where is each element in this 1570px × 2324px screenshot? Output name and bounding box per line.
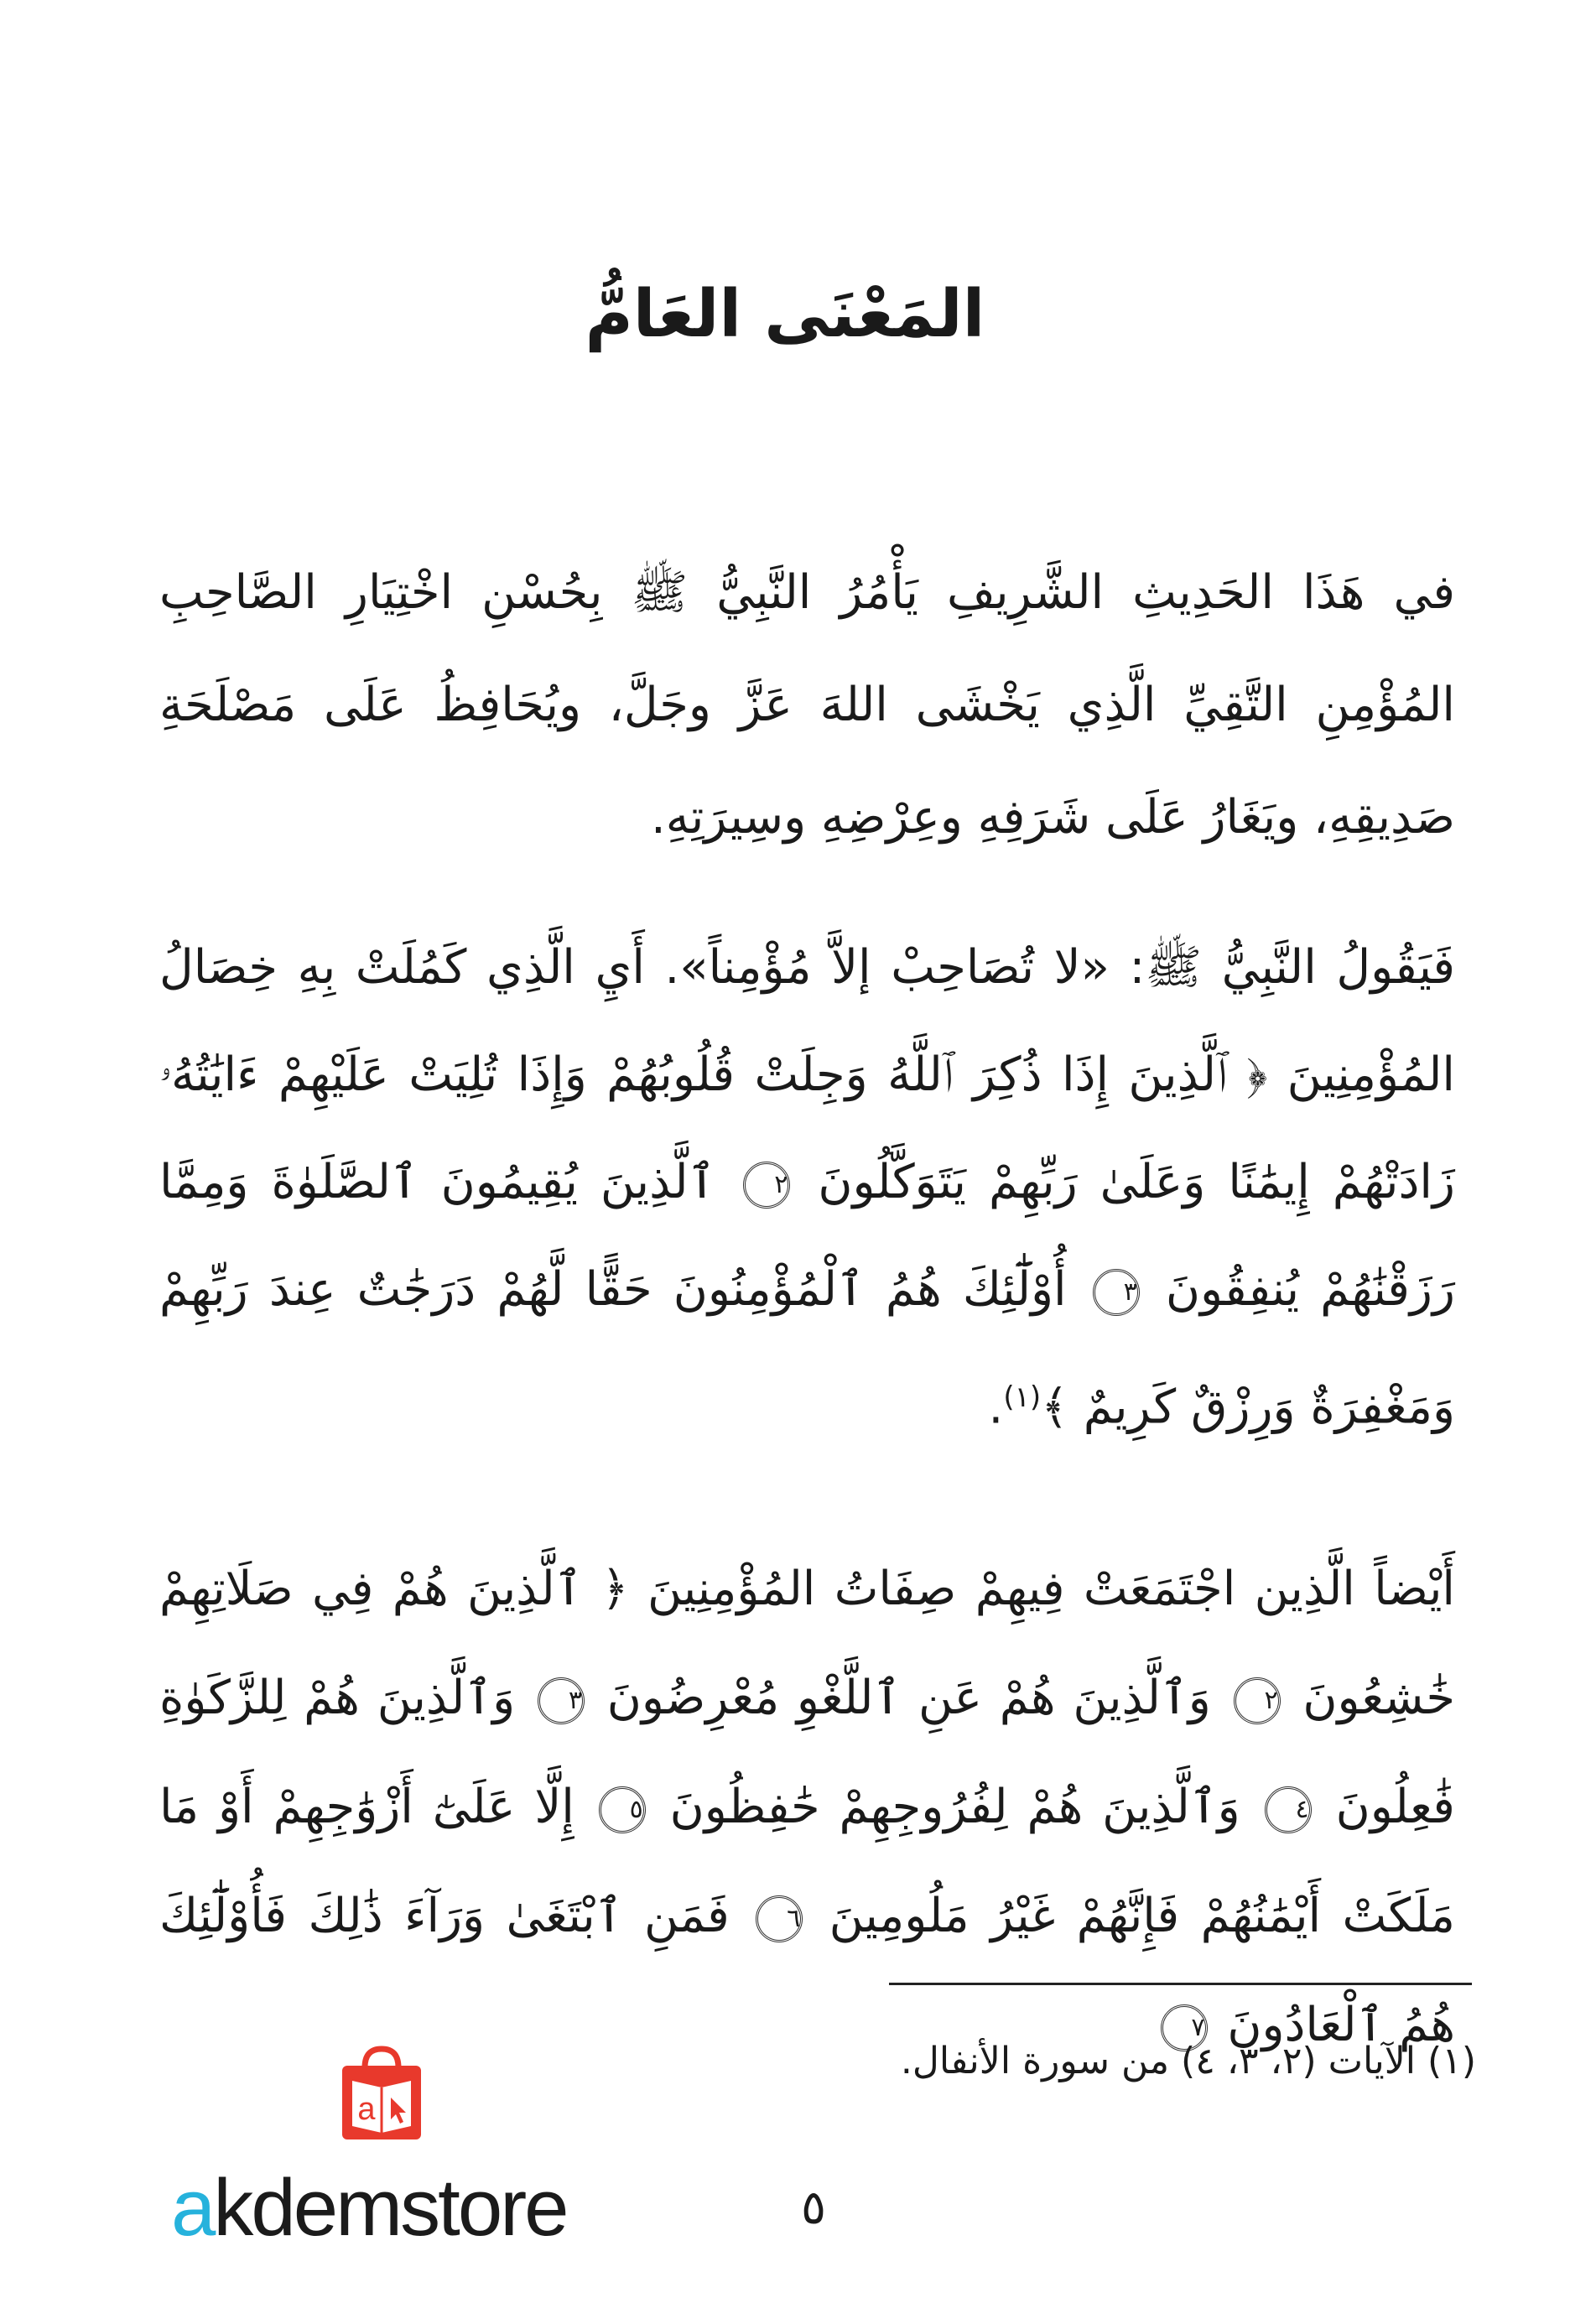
paragraph-2-intro: فَيَقُولُ النَّبِيُّ ﷺ: «لا تُصَاحِبْ إلاَّ مُؤْمِناً». أَيِ الَّذِي كَمُلَتْ بِهِ خِصَالُ المُؤْمِنِينَ [159, 940, 1455, 1102]
footnote-divider [889, 1983, 1472, 1985]
verse-text: وَٱلَّذِينَ هُمْ لِلزَّكَوٰةِ فَٰعِلُونَ [159, 1671, 1455, 1834]
ayah-number-5: ٥ [599, 1786, 646, 1833]
ayah-number-2: ٢ [743, 1162, 790, 1209]
paragraph-3 [159, 1535, 1455, 2080]
verse-close-mark: ﴾ [1041, 1380, 1068, 1435]
verse-open-mark: ﴿ [600, 1562, 629, 1616]
verse-text: ٱلَّذِينَ إِذَا ذُكِرَ ٱللَّهُ وَجِلَتْ قُلُوبُهُمْ وَإِذَا تُلِيَتْ عَلَيْهِمْ ءَايَٰتُهُۥ زَادَتْهُمْ إِيمَٰنًا وَعَلَىٰ رَبِّهِمْ يَتَوَكَّلُونَ [159, 1048, 1455, 1209]
logo-icon-letter: a [357, 2092, 376, 2127]
footnote: (١) الآيات (٢، ٣، ٤) من سورة الأنفال. [900, 2040, 1476, 2082]
paragraph-1: في هَذَا الحَدِيثِ الشَّرِيفِ يَأْمُرُ النَّبِيُّ ﷺ بِحُسْنِ اخْتِيَارِ الصَّاحِبِ المُؤْمِنِ التَّقِيِّ الَّذِي يَخْشَى اللهَ عَزَّ وجَلَّ، ويُحَافِظُ عَلَى مَصْلَحَةِ صَدِيقِهِ، ويَغَارُ عَلَى شَرَفِهِ وعِرْضِهِ وسِيرَتِهِ. [159, 565, 1455, 845]
logo-text-rest: kdemstore [213, 2163, 567, 2253]
store-logo-text [171, 2163, 567, 2253]
verse-text: أُوْلَٰٓئِكَ هُمُ ٱلْمُؤْمِنُونَ حَقًّا لَّهُمْ دَرَجَٰتٌ عِندَ رَبِّهِمْ وَمَغْفِرَةٌ وَرِزْقٌ كَرِيمٌ [159, 1262, 1455, 1435]
ayah-number-4: ٤ [1265, 1786, 1312, 1833]
verse-open-mark: ﴿ [1246, 1048, 1268, 1102]
paragraph-2: فَيَقُولُ النَّبِيُّ ﷺ: «لا تُصَاحِبْ إلاَّ مُؤْمِناً». أَيِ الَّذِي كَمُلَتْ بِهِ خِصَالُ المُؤْمِنِينَ ﴿ ٱلَّذِينَ إِذَا ذُكِرَ ٱللَّهُ وَجِلَتْ قُلُوبُهُمْ وَإِذَا تُلِيَتْ عَلَيْهِمْ ءَايَٰتُهُۥ زَادَتْهُمْ إِيمَٰنًا وَعَلَىٰ رَبِّهِمْ يَتَوَكَّلُونَ ٢ ٱلَّذِينَ يُقِيمُونَ ٱلصَّلَوٰةَ وَمِمَّا رَزَقْنَٰهُمْ يُنفِقُونَ ٣ أُوْلَٰٓئِكَ هُمُ ٱلْمُؤْمِنُونَ حَقًّا لَّهُمْ دَرَجَٰتٌ عِندَ رَبِّهِمْ وَمَغْفِرَةٌ وَرِزْقٌ كَرِيمٌ ﴾$^{(١)}$. [159, 940, 1455, 1435]
verse-text: ٱلَّذِينَ يُقِيمُونَ ٱلصَّلَوٰةَ وَمِمَّا رَزَقْنَٰهُمْ يُنفِقُونَ [159, 1155, 1455, 1317]
page-number: ٥ [800, 2181, 827, 2235]
shopping-bag-book-icon [335, 2042, 428, 2143]
verse-text: إِلَّا عَلَىٰٓ أَزْوَٰجِهِمْ أَوْ مَا مَلَكَتْ أَيْمَٰنُهُمْ فَإِنَّهُمْ غَيْرُ مَلُومِينَ [159, 1780, 1455, 1943]
verse-text: وَٱلَّذِينَ هُمْ عَنِ ٱللَّغْوِ مُعْرِضُونَ [606, 1671, 1211, 1725]
verse-text: ٱلَّذِينَ هُمْ فِي صَلَاتِهِمْ خَٰشِعُونَ [159, 1562, 1455, 1725]
verse-text: وَٱلَّذِينَ هُمْ لِفُرُوجِهِمْ حَٰفِظُونَ [669, 1780, 1240, 1834]
footnote-reference: (١) [1003, 1380, 1042, 1414]
ayah-number-2: ٢ [1234, 1677, 1281, 1724]
verse-text: فَمَنِ ٱبْتَغَىٰ وَرَآءَ ذَٰلِكَ فَأُوْلَٰٓئِكَ هُمُ ٱلْعَادُونَ [159, 1889, 1455, 2052]
ayah-number-7: ٧ [1161, 2004, 1208, 2051]
ayah-number-3: ٣ [1093, 1269, 1140, 1316]
ayah-number-3: ٣ [538, 1677, 585, 1724]
logo-letter-a: a [171, 2163, 214, 2253]
paragraph-3-intro: أَيْضاً الَّذِين اجْتَمَعَتْ فِيهِمْ صِفَاتُ المُؤْمِنِينَ [647, 1562, 1455, 1616]
page-title: المَعْنَى العَامُّ [585, 277, 985, 352]
ayah-number-6: ٦ [756, 1895, 803, 1942]
